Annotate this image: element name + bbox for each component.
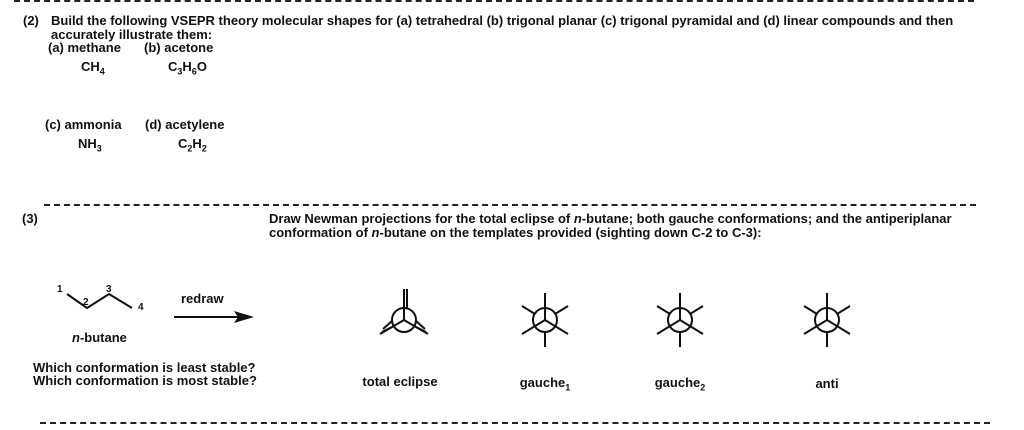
- q2-item-b-formula: $C_3H_6O$: [168, 59, 207, 77]
- q2-item-c-label: (c) ammonia: [45, 117, 122, 132]
- bottom-divider: [40, 422, 990, 424]
- newman-template-gauche-2: [645, 285, 715, 355]
- q3-prompt: Draw Newman projections for the total eclipse of n-butane; both gauche conformations; and the antiperiplanar conformation of n-butane on the templates provided (sighting down C-2 to C-3):: [269, 211, 952, 240]
- carbon-number-2: 2: [83, 297, 89, 308]
- top-divider: [14, 0, 974, 2]
- redraw-arrow-icon: [172, 308, 262, 328]
- q2-item-c-formula: $NH_3$: [78, 136, 102, 154]
- q2-item-a-label: (a) methane: [48, 40, 121, 55]
- q3-number: (3): [22, 211, 38, 226]
- butane-label: n-butane: [72, 330, 127, 345]
- q2-number: (2): [23, 13, 39, 28]
- template-label-total-eclipse: total eclipse: [362, 374, 438, 389]
- q2-item-d-formula: $C_2H_2$: [178, 136, 207, 154]
- question-most-stable: Which conformation is most stable?: [33, 373, 257, 388]
- carbon-number-4: 4: [138, 302, 144, 313]
- redraw-label: redraw: [181, 291, 224, 306]
- template-label-gauche-1: gauche$_1$: [519, 375, 571, 393]
- question-least-stable: Which conformation is least stable?: [33, 360, 256, 375]
- carbon-number-3: 3: [106, 284, 112, 295]
- q2-item-d-label: (d) acetylene: [145, 117, 225, 132]
- newman-template-total-eclipse: [369, 285, 439, 355]
- newman-template-gauche-1: [510, 285, 580, 355]
- template-label-gauche-2: gauche$_2$: [654, 375, 706, 393]
- newman-template-anti: [792, 285, 862, 355]
- middle-divider: [44, 204, 976, 206]
- q2-prompt: Build the following VSEPR theory molecular shapes for (a) tetrahedral (b) trigonal planar (c) trigonal pyramidal and (d) linear compounds and then accurately illustrate them:: [51, 13, 954, 42]
- q2-item-a-formula: $CH_4$: [81, 59, 105, 77]
- template-label-anti: anti: [815, 376, 839, 391]
- carbon-number-1: 1: [57, 284, 63, 295]
- q2-item-b-label: (b) acetone: [144, 40, 214, 55]
